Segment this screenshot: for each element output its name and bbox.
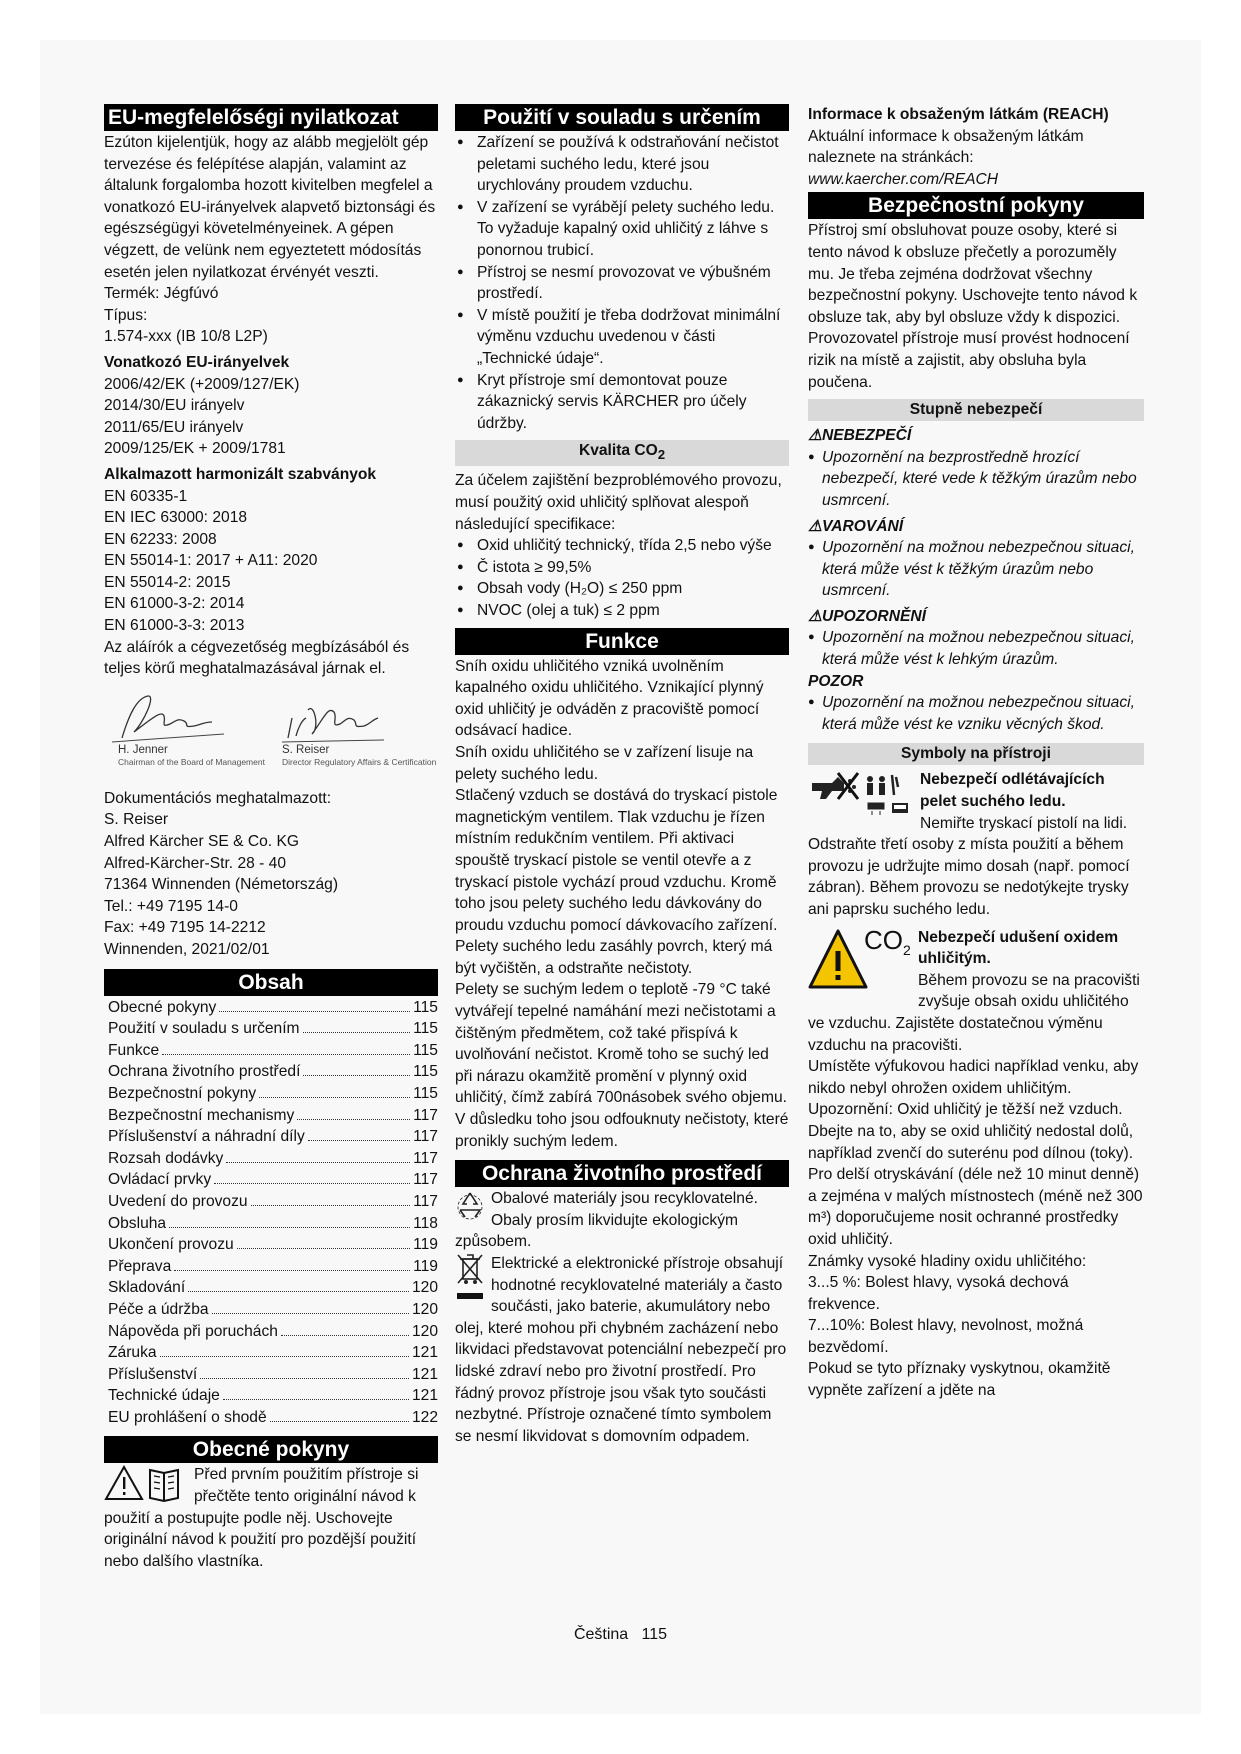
- signature-jenner: [104, 688, 274, 767]
- toc-entry-page: 117: [413, 1128, 438, 1146]
- toc-leader-dots: [308, 1140, 410, 1141]
- directive-line: 2006/42/EK (+2009/127/EK): [104, 375, 300, 393]
- toc-entry[interactable]: [108, 1277, 438, 1299]
- contact-line: Winnenden, 2021/02/01: [104, 941, 270, 958]
- caution-label-row: [808, 606, 1144, 628]
- toc-entry[interactable]: [108, 1364, 438, 1386]
- reach-heading: Informace k obsaženým látkám (REACH): [808, 106, 1109, 123]
- toc-leader-dots: [297, 1119, 410, 1120]
- footer-language: Čeština: [573, 1626, 629, 1643]
- safety-heading: Bezpečnostní pokyny: [808, 192, 1144, 219]
- toc-leader-dots: [219, 1011, 410, 1012]
- toc-leader-dots: [259, 1097, 410, 1098]
- warning-manual-icons: [104, 1464, 188, 1502]
- toc-entry-title: Uvedení do provozu: [108, 1192, 248, 1210]
- dry-ice-hazard-icon: [808, 769, 914, 815]
- signature-1-name: H. Jenner: [118, 743, 168, 756]
- toc-entry-title: Bezpečnostní mechanismy: [108, 1106, 295, 1124]
- toc-entry[interactable]: [108, 1126, 438, 1148]
- contact-line: Fax: +49 7195 14-2212: [104, 919, 266, 937]
- toc-leader-dots: [237, 1248, 410, 1249]
- toc-entry-page: 115: [413, 1084, 438, 1102]
- danger-label-row: [808, 425, 1144, 447]
- warning-label-row: [808, 516, 1144, 538]
- list-item: ● V zařízení se vyrábějí pelety suchého ledu. To vyžaduje kapalný oxid uhličitý z láhve s ponornou trubicí.: [455, 197, 789, 262]
- symbol-1-section: [808, 769, 1144, 920]
- toc-entry-title: Ukončení provozu: [108, 1236, 234, 1254]
- toc-leader-dots: [303, 1032, 411, 1033]
- toc-entry[interactable]: [108, 1061, 438, 1083]
- list-item: ● Zařízení se používá k odstraňování nečistot peletami suchého ledu, které jsou urychlovány proudem vzduchu.: [455, 132, 789, 197]
- toc-entry-title: Nápověda při poruchách: [108, 1322, 278, 1340]
- toc-entry-title: Příslušenství: [108, 1365, 198, 1383]
- toc-entry-page: 118: [413, 1214, 438, 1232]
- product-line: Termék: Jégfúvó: [104, 285, 219, 303]
- list-item: ● Obsah vody (H₂O) ≤ 250 ppm: [455, 578, 789, 600]
- footer-page-number: 115: [641, 1626, 668, 1643]
- standard-line: EN 60335-1: [104, 487, 188, 505]
- toc-entry-page: 121: [411, 1365, 438, 1383]
- toc-entry-page: 120: [411, 1279, 438, 1297]
- general-text: Před prvním použitím přístroje si přečtěte tento originální návod k použití a postupujte podle něj. Uschovejte originální návod k použití pro pozdější použití nebo dalšího vlastníka.: [104, 1466, 419, 1570]
- env-recycle-section: [455, 1188, 789, 1253]
- table-of-contents: [104, 997, 438, 1429]
- symbol-2-text-8: Pokud se tyto příznaky vyskytnou, okamžitě vypněte zařízení a jděte na: [808, 1360, 1111, 1400]
- toc-entry-page: 115: [413, 998, 438, 1016]
- env-text-2: Elektrické a elektronické přístroje obsahují hodnotné recyklovatelné materiály a často součásti, jako baterie, akumulátory nebo olej, které mohou při chybném zacházení nebo likvidaci představovat potenciální nebezpečí pro lidské zdraví nebo pro životní prostředí. Pro řádný provoz přístroje jsou však tyto součásti nezbytné. Přístroje označené tímto symbolem se nesmí likvidovat s domovním odpadem.: [455, 1255, 787, 1445]
- toc-entry-title: Skladování: [108, 1279, 186, 1297]
- toc-entry[interactable]: [108, 1191, 438, 1213]
- toc-entry-page: 117: [413, 1149, 438, 1167]
- warning-text: ● Upozornění na možnou nebezpečnou situaci, která může vést k těžkým úrazům nebo usmrcení.: [808, 537, 1144, 602]
- toc-entry-title: Příslušenství a náhradní díly: [108, 1128, 305, 1146]
- contact-line: S. Reiser: [104, 811, 169, 829]
- toc-leader-dots: [160, 1356, 409, 1357]
- standard-line: EN 55014-2: 2015: [104, 573, 231, 591]
- hazard-levels-heading: Stupně nebezpečí: [808, 399, 1144, 421]
- toc-leader-dots: [174, 1270, 410, 1271]
- list-item: ● Přístroj se nesmí provozovat ve výbušném prostředí.: [455, 262, 789, 305]
- attention-text: ● Upozornění na možnou nebezpečnou situaci, která může vést ke vzniku věcných škod.: [808, 692, 1144, 735]
- symbol-2-text-4: Pro delší otryskávání (déle než 10 minut denně) a zejména v malých místnostech (méně než 300 m³) doporučujeme nosit ochranné prostředky oxid uhličitý.: [808, 1166, 1143, 1248]
- co2-quality-heading: [455, 440, 789, 466]
- toc-entry[interactable]: [108, 1213, 438, 1235]
- toc-leader-dots: [226, 1162, 410, 1163]
- co2-label: $CO_2$: [864, 924, 911, 958]
- toc-entry[interactable]: [108, 1256, 438, 1278]
- toc-entry-page: 122: [411, 1408, 438, 1426]
- toc-entry-page: 117: [413, 1106, 438, 1124]
- use-list: [455, 132, 789, 434]
- reach-url: www.kaercher.com/REACH: [808, 170, 999, 188]
- co2-label-text: CO: [864, 924, 903, 955]
- symbol-2-text-2: Umístěte výfukovou hadici například venku, aby nikdo nebyl ohrožen oxidem uhličitým.: [808, 1058, 1139, 1097]
- contact-line: Alfred Kärcher SE & Co. KG: [104, 833, 299, 851]
- column-1: [104, 104, 438, 1572]
- toc-entry[interactable]: [108, 1083, 438, 1105]
- danger-warning-icon: ⚠: [808, 427, 822, 445]
- symbol-2-text-3: Upozornění: Oxid uhličitý je těžší než vzduch. Dbejte na to, aby se oxid uhličitý nedostal dolů, například zvenčí do suterénu pod dílnou (toky).: [808, 1101, 1134, 1162]
- toc-leader-dots: [214, 1183, 410, 1184]
- toc-entry-title: Záruka: [108, 1344, 157, 1362]
- symbol-1-title: Nebezpečí odlétávajících pelet suchého ledu.: [920, 771, 1105, 811]
- toc-leader-dots: [270, 1421, 409, 1422]
- contact-line: Alfred-Kärcher-Str. 28 - 40: [104, 854, 287, 872]
- standard-line: EN 62233: 2008: [104, 530, 217, 548]
- use-heading: Použití v souladu s určením: [455, 104, 789, 131]
- eu-intro-text: Ezúton kijelentjük, hogy az alább megjelölt gép tervezése és felépítése alapján, valamint az általunk forgalomba hozott kivitelben megfelel a vonatkozó EU-irányelvek alapvető biztonsági és egészségügyi követelményeinek. A gépen végzett, de velünk nem egyeztetett módosítás esetén jelen nyilatkozat érvényét veszti.: [104, 134, 436, 281]
- type-value: 1.574-xxx (IB 10/8 L2P): [104, 328, 268, 346]
- caution-text: ● Upozornění na možnou nebezpečnou situaci, která může vést k lehkým úrazům.: [808, 627, 1144, 670]
- toc-entry-title: Funkce: [108, 1041, 160, 1059]
- function-text-1: Sníh oxidu uhličitého vzniká uvolněním kapalného oxidu uhličitého. Vznikající plynný oxid uhličitý je odváděn z pracoviště pomocí odsávací hadice.: [455, 657, 764, 740]
- directive-line: 2009/125/EK + 2009/1781: [104, 440, 286, 458]
- co2-suffocation-icon: [808, 924, 912, 997]
- symbol-1-text: Nemiřte tryskací pistolí na lidi. Odstraňte třetí osoby z místa použití a během provozu je udržujte mimo dosah (např. pomocí zábran). Během provozu se nedotýkejte trysky ani paprsku suchého ledu.: [808, 814, 1130, 918]
- environment-heading: Ochrana životního prostředí: [455, 1160, 789, 1187]
- toc-entry[interactable]: [108, 1342, 438, 1364]
- page-footer: [0, 1624, 1241, 1646]
- list-item: ● V místě použití je třeba dodržovat minimální výměnu vzduchu uvedenou v části „Technické údaje“.: [455, 305, 789, 370]
- toc-entry-page: 120: [411, 1300, 438, 1318]
- contact-line: Dokumentációs meghatalmazott:: [104, 789, 332, 807]
- general-heading: Obecné pokyny: [104, 1436, 438, 1463]
- toc-entry[interactable]: [108, 1321, 438, 1343]
- toc-leader-dots: [169, 1227, 410, 1228]
- warning-label: VAROVÁNÍ: [821, 517, 904, 535]
- toc-entry-page: 119: [413, 1257, 438, 1275]
- toc-entry[interactable]: [108, 1169, 438, 1191]
- symbols-heading: Symboly na přístroji: [808, 743, 1144, 765]
- contact-line: Tel.: +49 7195 14-0: [104, 897, 238, 915]
- standards-heading: Alkalmazott harmonizált szabványok: [104, 465, 377, 483]
- list-item: ● NVOC (olej a tuk) ≤ 2 ppm: [455, 600, 789, 622]
- standard-line: EN 61000-3-3: 2013: [104, 617, 245, 635]
- directive-line: 2011/65/EU irányelv: [104, 418, 244, 436]
- signers-note: Az aláírók a cégvezetőség megbízásából és teljes körű meghatalmazásával járnak el.: [104, 638, 410, 678]
- toc-entry-page: 117: [413, 1171, 438, 1189]
- signature-2-title: Director Regulatory Affairs & Certification: [282, 756, 437, 767]
- env-text-1: Obalové materiály jsou recyklovatelné. Obaly prosím likvidujte ekologickým způsobem.: [455, 1190, 758, 1251]
- toc-entry-page: 119: [413, 1236, 438, 1254]
- symbol-2-text-7: 7...10%: Bolest hlavy, nevolnost, možná bezvědomí.: [808, 1317, 1084, 1356]
- toc-entry-title: Technické údaje: [108, 1387, 220, 1405]
- toc-leader-dots: [212, 1313, 409, 1314]
- toc-entry-title: EU prohlášení o shodě: [108, 1408, 267, 1426]
- toc-entry[interactable]: [108, 1018, 438, 1040]
- symbol-2-text-6: 3...5 %: Bolest hlavy, vysoká dechová frekvence.: [808, 1274, 1069, 1313]
- toc-leader-dots: [251, 1205, 411, 1206]
- function-heading: Funkce: [455, 628, 789, 655]
- toc-leader-dots: [281, 1335, 409, 1336]
- toc-entry-page: 120: [411, 1322, 438, 1340]
- toc-entry-title: Ovládací prvky: [108, 1171, 212, 1189]
- toc-entry[interactable]: [108, 997, 438, 1019]
- documentation-contact: [104, 788, 438, 961]
- toc-entry-page: 115: [413, 1063, 438, 1081]
- signature-jenner-image: [104, 688, 254, 744]
- toc-leader-dots: [200, 1378, 409, 1379]
- co2-spec-list: [455, 535, 789, 621]
- warning-warning-icon: ⚠: [808, 517, 822, 535]
- standard-line: EN IEC 63000: 2018: [104, 509, 248, 527]
- toc-entry-title: Péče a údržba: [108, 1300, 209, 1318]
- toc-entry-title: Ochrana životního prostředí: [108, 1063, 301, 1081]
- signature-1-title: Chairman of the Board of Management: [118, 756, 265, 767]
- caution-label: UPOZORNĚNÍ: [821, 607, 926, 625]
- type-label: Típus:: [104, 306, 148, 324]
- toc-entry[interactable]: [108, 1407, 438, 1429]
- symbol-2-text: Během provozu se na pracovišti zvyšuje obsah oxidu uhličitého ve vzduchu. Zajistěte dostatečnou výměnu vzduchu na pracovišti.: [808, 971, 1140, 1054]
- toc-entry-title: Rozsah dodávky: [108, 1149, 224, 1167]
- symbol-2-text-5: Známky vysoké hladiny oxidu uhličitého:: [808, 1252, 1087, 1270]
- toc-entry-title: Obecné pokyny: [108, 998, 217, 1016]
- toc-entry-title: Přeprava: [108, 1257, 172, 1275]
- toc-leader-dots: [303, 1075, 410, 1076]
- directives-list: [104, 374, 438, 460]
- toc-heading: Obsah: [104, 969, 438, 996]
- manual-book-icon: [150, 1470, 178, 1501]
- signatures: [104, 688, 438, 782]
- general-section: [104, 1464, 438, 1572]
- toc-entry[interactable]: [108, 1148, 438, 1170]
- function-text-3: Stlačený vzduch se dostává do tryskací pistole magnetickým ventilem. Tlak vzduchu je řízen místním redukčním ventilem. Při aktivaci spouště tryskací pistole se ventil otevře a z tryskací pistole vychází proud vzduchu. Kromě toho jsou pelety suchého ledu dávkovány do proudu vzduchu pomocí dávkovacího zařízení.: [455, 787, 778, 934]
- standard-line: EN 55014-1: 2017 + A11: 2020: [104, 552, 318, 570]
- contact-line: 71364 Winnenden (Németország): [104, 876, 339, 894]
- toc-entry-page: 115: [413, 1020, 438, 1038]
- directive-line: 2014/30/EU irányelv: [104, 397, 245, 415]
- co2-quality-title: Kvalita CO: [578, 442, 658, 460]
- standards-list: [104, 486, 438, 637]
- toc-entry-title: Použití v souladu s určením: [108, 1020, 300, 1038]
- eu-declaration-heading: EU-megfelelőségi nyilatkozat: [104, 104, 438, 131]
- toc-entry[interactable]: [108, 1040, 438, 1062]
- co2-quality-subscript: 2: [657, 447, 666, 463]
- toc-entry-title: Bezpečnostní pokyny: [108, 1084, 257, 1102]
- toc-leader-dots: [223, 1399, 409, 1400]
- toc-entry-page: 121: [411, 1344, 438, 1362]
- symbol-2-title: Nebezpečí udušení oxidem uhličitým.: [918, 928, 1119, 968]
- toc-entry[interactable]: [108, 1234, 438, 1256]
- danger-text: ● Upozornění na bezprostředně hrozící nebezpečí, které vede k těžkým úrazům nebo usmrcení.: [808, 447, 1144, 512]
- co2-quality-intro: Za účelem zajištění bezproblémového provozu, musí použitý oxid uhličitý splňovat alespoň následující specifikace:: [455, 472, 782, 533]
- directives-heading: Vonatkozó EU-irányelvek: [104, 353, 290, 371]
- env-weee-section: [455, 1253, 789, 1447]
- attention-label: POZOR: [808, 672, 864, 690]
- function-text-4: Pelety suchého ledu zasáhly povrch, který má být vyčištěn, a odstraňte nečistoty.: [455, 938, 773, 977]
- toc-entry-page: 121: [411, 1387, 438, 1405]
- toc-entry-title: Obsluha: [108, 1214, 167, 1232]
- signature-reiser-image: [268, 688, 418, 744]
- function-text-5: Pelety se suchým ledem o teplotě -79 °C také vytvářejí tepelné namáhání mezi nečistotami a čištěným předmětem, což také přispívá k uvolňování nečistot. Kromě toho se suchý led při nárazu okamžitě promění v plynný oxid uhličitý, čímž zabírá 700násobek svého objemu. V důsledku toho jsou odfouknuty nečistoty, které pronikly suchým ledem.: [455, 981, 789, 1150]
- column-3: [808, 104, 1144, 1402]
- signature-2-name: S. Reiser: [282, 743, 330, 756]
- safety-text-1: Přístroj smí obsluhovat pouze osoby, které si tento návod k obsluze přečetly a porozuměly mu. Je třeba zejména dodržovat všechny bezpečnostní pokyny. Uschovejte tento návod k obsluze tak, aby byl obsluze vždy k dispozici.: [808, 222, 1138, 326]
- danger-label: NEBEZPEČÍ: [821, 427, 912, 445]
- column-2: [455, 104, 789, 1447]
- caution-warning-icon: ⚠: [808, 607, 822, 625]
- symbol-2-section: [808, 924, 1144, 1057]
- toc-entry-page: 115: [413, 1041, 438, 1059]
- toc-entry-page: 117: [413, 1192, 438, 1210]
- standard-line: EN 61000-3-2: 2014: [104, 595, 245, 613]
- function-text-2: Sníh oxidu uhličitého se v zařízení lisuje na pelety suchého ledu.: [455, 743, 754, 783]
- list-item: ● Oxid uhličitý technický, třída 2,5 nebo výše: [455, 535, 789, 557]
- reach-text: Aktuální informace k obsaženým látkám naleznete na stránkách:: [808, 127, 1084, 167]
- signature-reiser: [268, 688, 438, 767]
- toc-entry[interactable]: [108, 1385, 438, 1407]
- safety-text-2: Provozovatel přístroje musí provést hodnocení rizik na místě a zajistit, aby obsluha byla poučena.: [808, 330, 1130, 391]
- toc-entry[interactable]: [108, 1105, 438, 1127]
- toc-leader-dots: [188, 1291, 409, 1292]
- list-item: ● Kryt přístroje smí demontovat pouze zákaznický servis KÄRCHER pro účely údržby.: [455, 370, 789, 435]
- recycle-icon: [455, 1188, 485, 1222]
- toc-leader-dots: [162, 1054, 410, 1055]
- crossed-bin-icon: [455, 1253, 485, 1305]
- warning-triangle-icon: [104, 1464, 188, 1502]
- list-item: ● Č istota ≥ 99,5%: [455, 557, 789, 579]
- toc-entry[interactable]: [108, 1299, 438, 1321]
